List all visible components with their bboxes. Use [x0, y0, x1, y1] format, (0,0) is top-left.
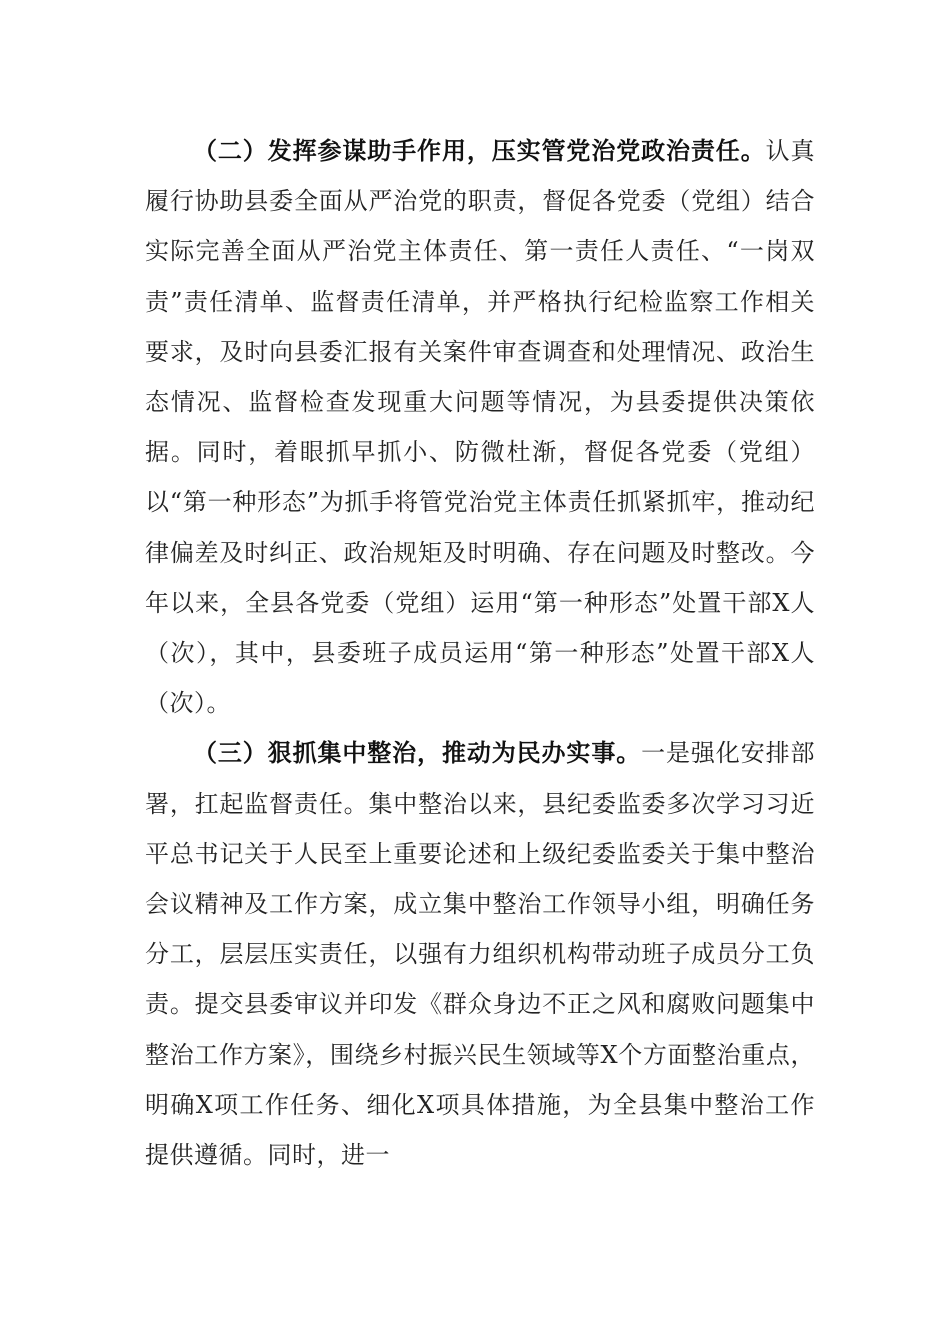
paragraph-section-two: [145, 126, 815, 728]
section-heading: （二）发挥参谋助手作用，压实管党治党政治责任。: [193, 137, 766, 165]
section-heading: （三）狠抓集中整治，推动为民办实事。: [193, 739, 642, 768]
paragraph-text: 认真履行协助县委全面从严治党的职责，督促各党委（党组）结合实际完善全面从严治党主体责任、第一责任人责任、“一岗双责”责任清单、监督责任清单，并严格执行纪检监察工作相关要求，及时向县委汇报有关案件审查调查和处理情况、政治生态情况、监督检查发现重大问题等情况，为县委提供决策依据。同时，着眼抓早抓小、防微杜渐，督促各党委（党组）以“第一种形态”为抓手将管党治党主体责任抓紧抓牢，推动纪律偏差及时纠正、政治规矩及时明确、存在问题及时整改。今年以来，全县各党委（党组）运用“第一种形态”处置干部X人（次），其中，县委班子成员运用“第一种形态”处置干部X人（次）。: [145, 137, 816, 718]
paragraph-text: 一是强化安排部署，扛起监督责任。集中整治以来，县纪委监委多次学习习近平总书记关于人民至上重要论述和上级纪委监委关于集中整治会议精神及工作方案，成立集中整治工作领导小组，明确任务分工，层层压实责任，以强有力组织机构带动班子成员分工负责。提交县委审议并印发《群众身边不正之风和腐败问题集中整治工作方案》，围绕乡村振兴民生领域等X个方面整治重点，明确X项工作任务、细化X项具体措施，为全县集中整治工作提供遵循。同时，进一: [145, 739, 815, 1170]
document-body: [145, 126, 815, 1180]
paragraph-section-three: [145, 728, 815, 1180]
